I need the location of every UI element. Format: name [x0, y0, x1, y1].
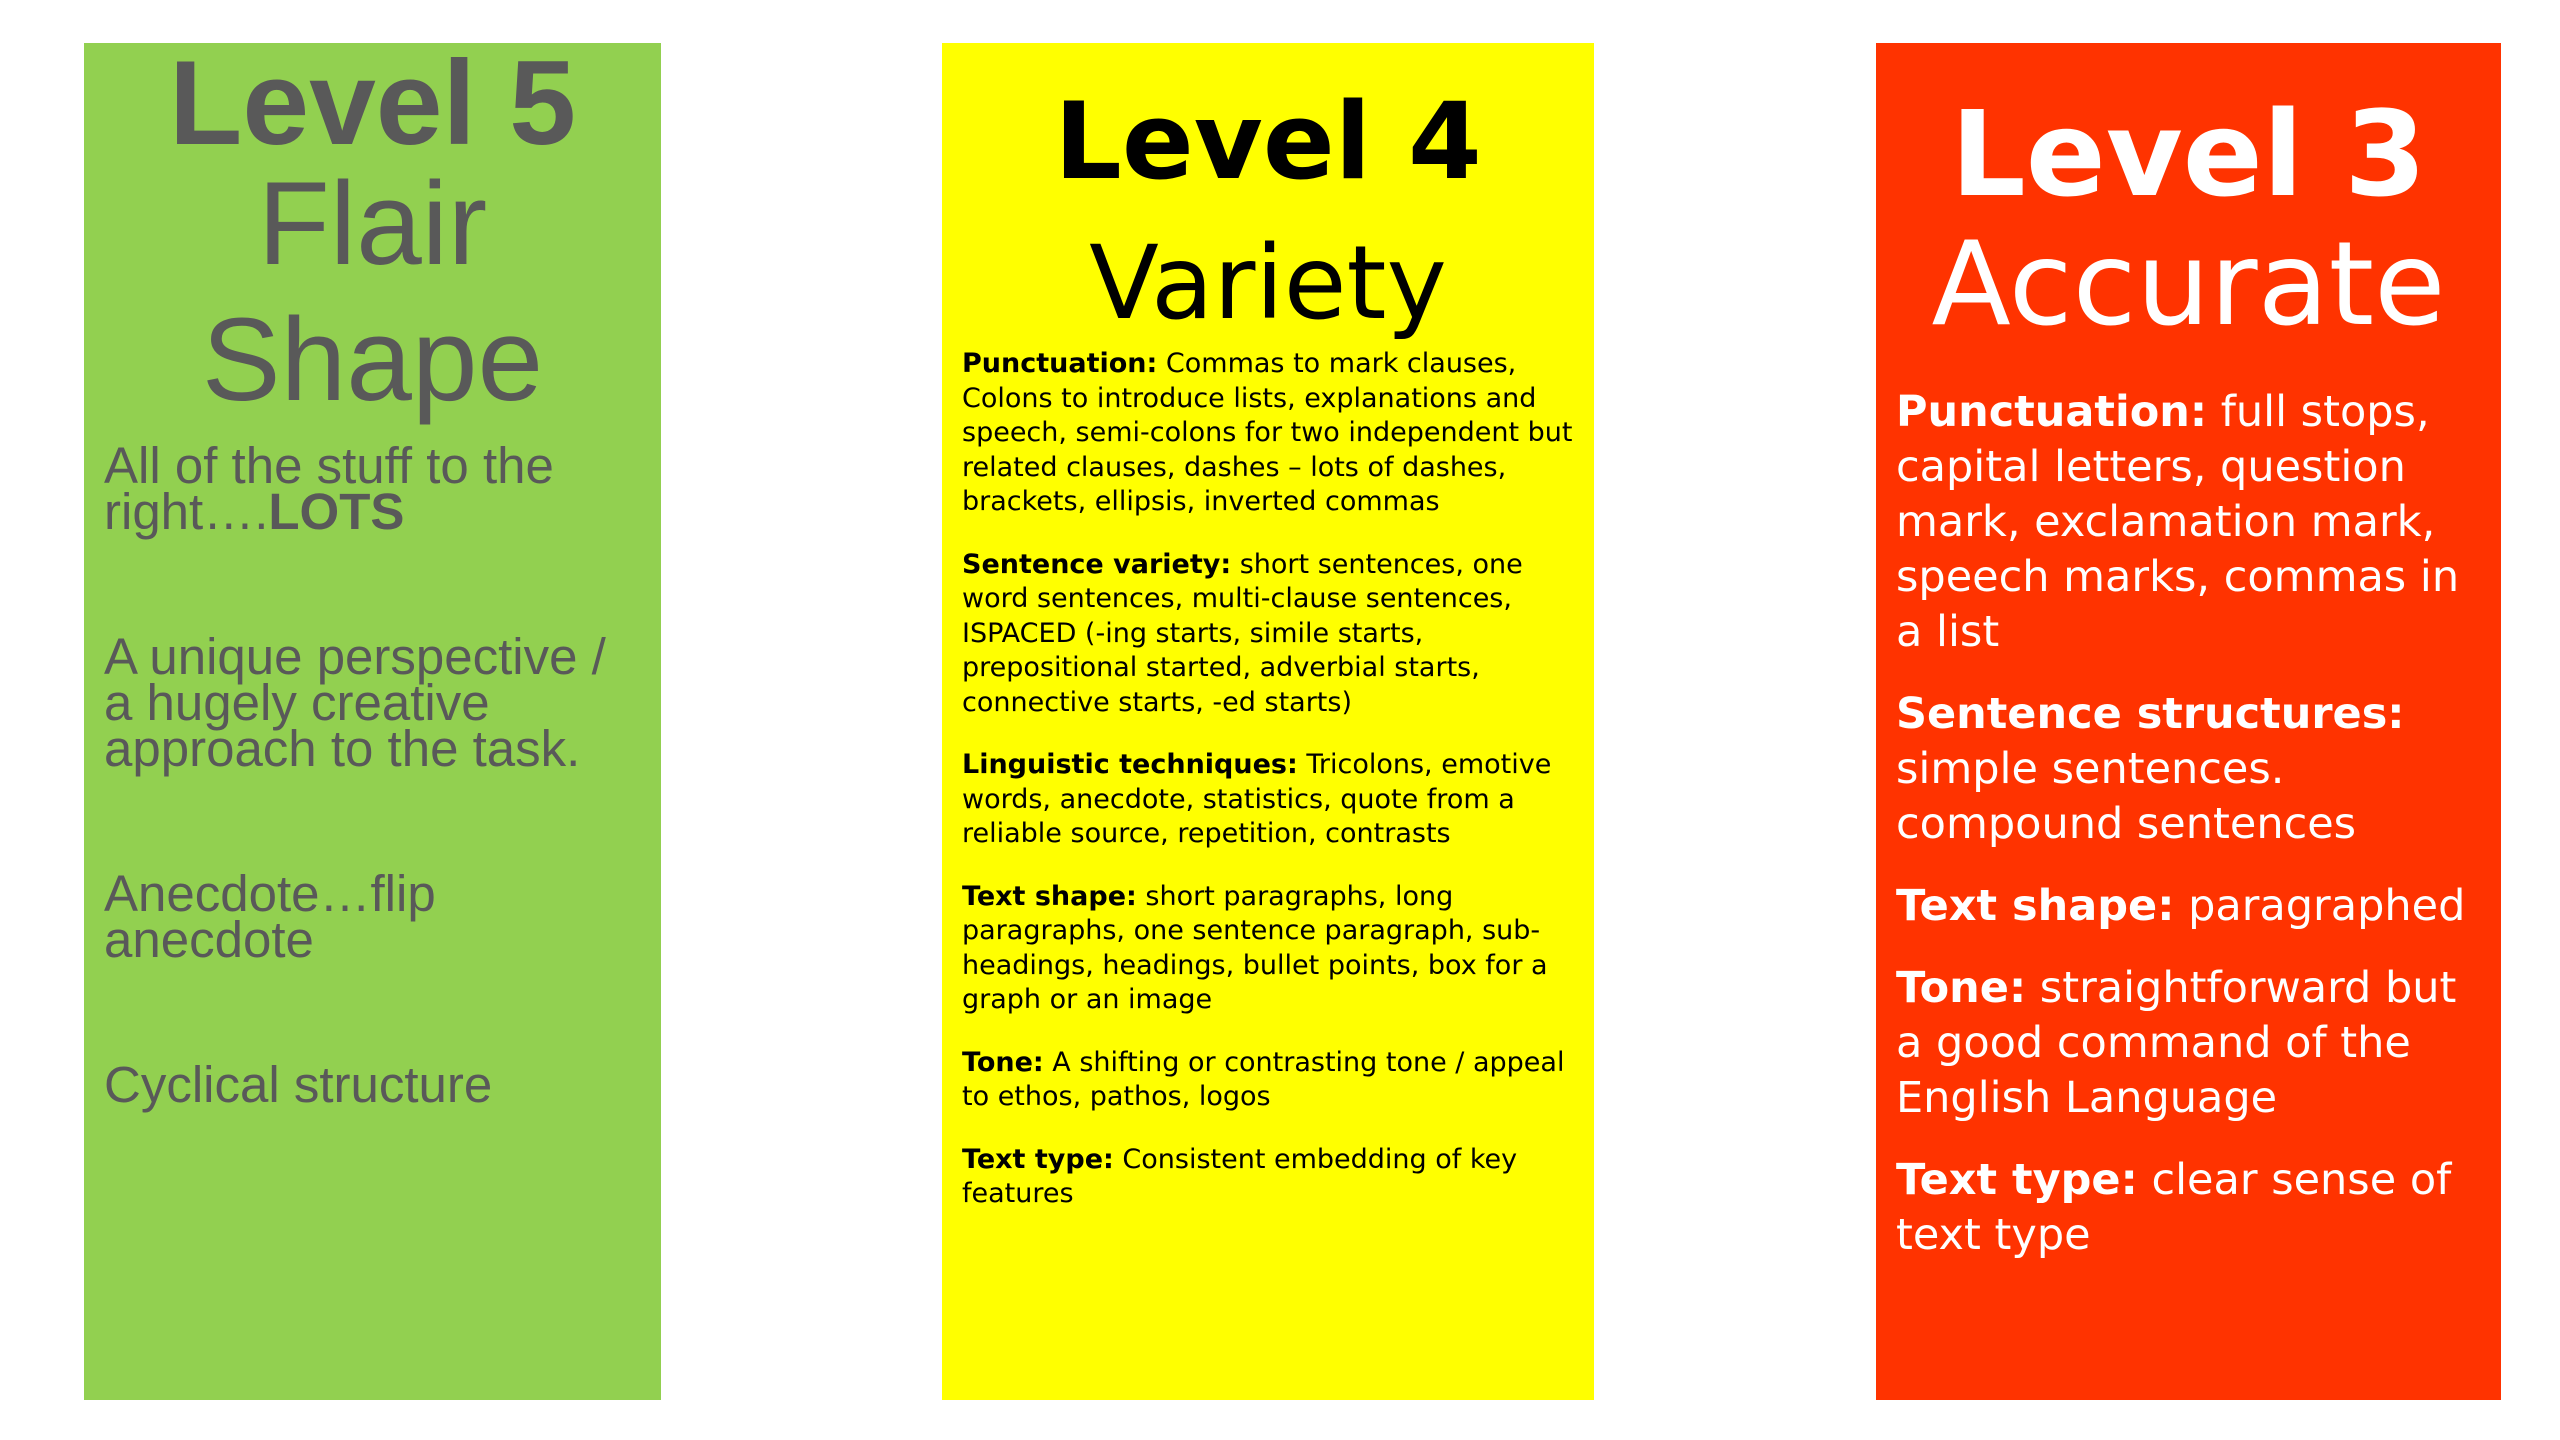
level-5-flair: Flair	[257, 158, 488, 290]
level-3-subtitle: Accurate	[1931, 217, 2446, 352]
level-4-list	[962, 347, 1580, 1240]
level-5-item: Anecdote…flip anecdote	[104, 865, 436, 968]
level-5-item: Cyclical structure	[104, 1056, 493, 1113]
level-3-item: Punctuation: full stops, capital letters, question mark, exclamation mark, speech marks, commas in a list	[1896, 387, 2460, 657]
level-4-subtitle: Variety	[1089, 224, 1447, 343]
level-3-item: Text type: clear sense of text type	[1896, 1155, 2452, 1260]
level-4-card	[942, 43, 1594, 1400]
level-4-item: Text shape: short paragraphs, long paragraphs, one sentence paragraph, sub-headings, headings, bullet points, box for a graph or an image	[962, 880, 1548, 1015]
level-5-shape: Shape	[201, 294, 544, 426]
level-4-title: Level 4	[1054, 80, 1482, 203]
level-5-list	[104, 437, 647, 1207]
level-5-item: All of the stuff to the right….LOTS	[104, 437, 554, 540]
level-3-item: Tone: straightforward but a good command of the English Language	[1896, 963, 2457, 1123]
level-4-item: Tone: A shifting or contrasting tone / appeal to ethos, pathos, logos	[962, 1046, 1565, 1112]
level-3-item: Sentence structures: simple sentences. compound sentences	[1896, 689, 2405, 849]
level-5-title: Level 5	[169, 36, 576, 170]
level-3-list	[1896, 385, 2491, 1290]
level-3-card	[1876, 43, 2501, 1400]
level-4-item: Punctuation: Commas to mark clauses, Colons to introduce lists, explanations and speech, semi-colons for two independent but related clauses, dashes – lots of dashes, brackets, ellipsis, inverted commas	[962, 348, 1573, 517]
level-4-item: Text type: Consistent embedding of key features	[962, 1143, 1518, 1209]
level-5-item: A unique perspective / a hugely creative approach to the task.	[104, 628, 606, 777]
level-4-item: Linguistic techniques: Tricolons, emotive words, anecdote, statistics, quote from a reliable source, repetition, contrasts	[962, 749, 1552, 849]
level-3-title: Level 3	[1950, 85, 2427, 223]
level-3-item: Text shape: paragraphed	[1896, 881, 2466, 931]
level-4-item: Sentence variety: short sentences, one word sentences, multi-clause sentences, ISPACED (-ing starts, simile starts, prepositional started, adverbial starts, connective starts, -ed starts)	[962, 548, 1523, 718]
level-5-card	[84, 36, 661, 1400]
